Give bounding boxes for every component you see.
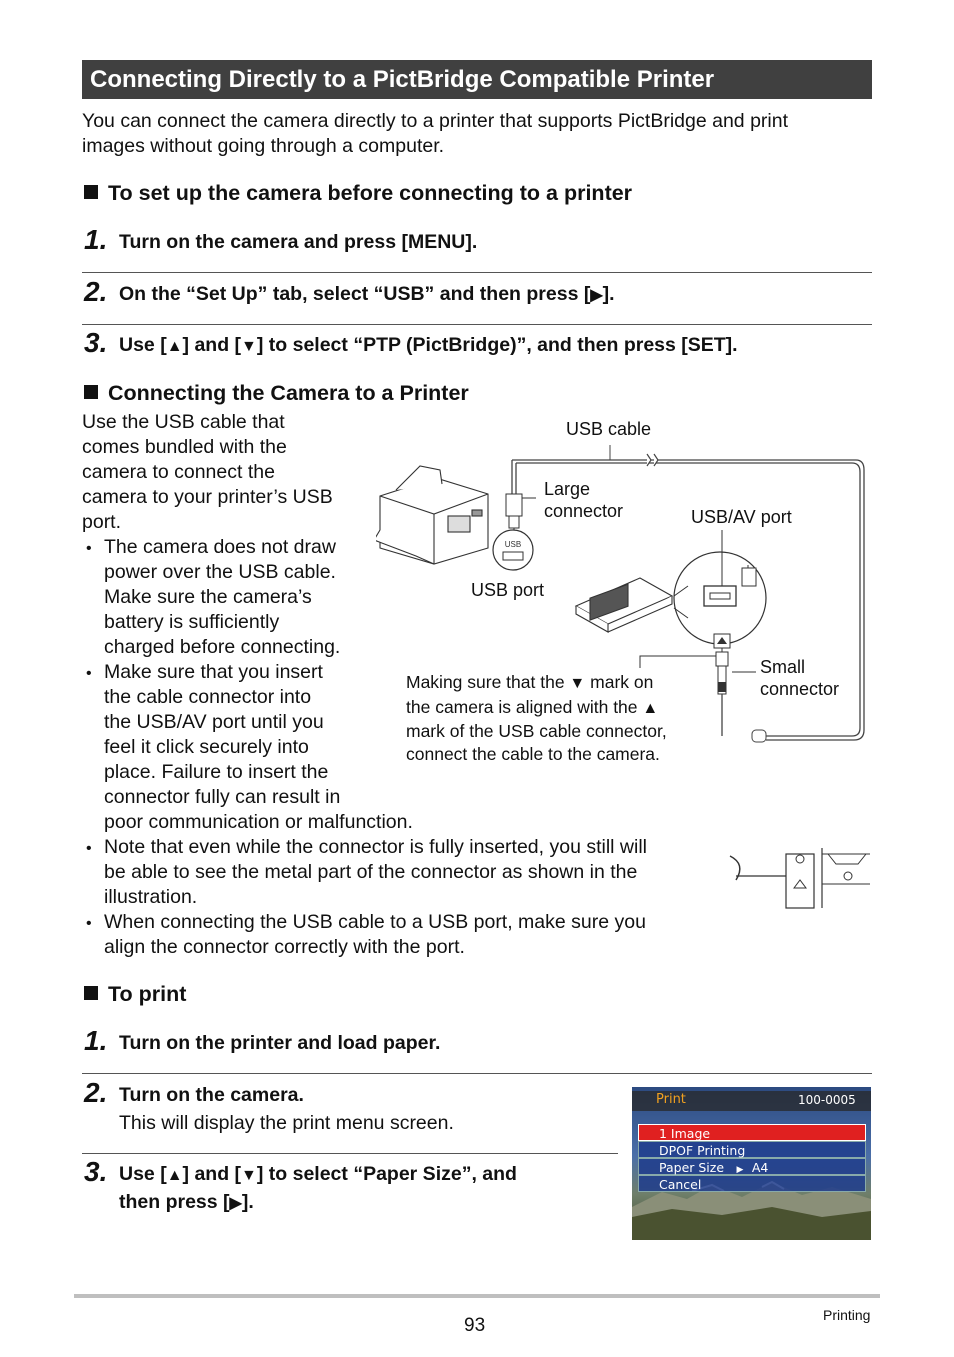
usb-badge-label: USB <box>504 540 522 549</box>
text-line: battery is sufficiently <box>104 611 280 633</box>
text-line: the USB/AV port until you <box>104 711 324 733</box>
step-number: 2. <box>84 276 108 307</box>
text-line: Make sure that you insert <box>104 661 323 683</box>
diagram-caption <box>406 671 667 765</box>
page-number: 93 <box>464 1315 486 1336</box>
footer-rule <box>74 1294 880 1298</box>
menu-item-label: DPOF Printing <box>659 1143 746 1158</box>
step-text <box>119 332 738 360</box>
step-text-part: ] to select “PTP (PictBridge)”, and then press [SET]. <box>256 334 738 356</box>
step-text-part: On the “Set Up” tab, select “USB” and then press [ <box>119 283 591 305</box>
menu-item-label: 1 Image <box>659 1126 711 1141</box>
text-line: camera to your printer’s USB <box>82 486 333 508</box>
bullet-item <box>104 660 413 835</box>
step-text-part: then press [ <box>119 1191 230 1213</box>
text-line: connector <box>760 679 840 699</box>
footer-section: Printing <box>823 1307 871 1323</box>
text-line: align the connector correctly with the port. <box>104 936 465 958</box>
divider <box>82 1073 872 1074</box>
step-number: 3. <box>84 1156 108 1187</box>
menu-item-paper-size[interactable] <box>638 1158 866 1175</box>
connect-paragraph <box>82 410 333 535</box>
down-arrow-icon: ▼ <box>241 338 257 355</box>
square-bullet-icon <box>84 385 98 399</box>
text-line: The camera does not draw <box>104 536 336 558</box>
bullet-item <box>104 910 646 960</box>
text-line: Make sure the camera’s <box>104 586 312 608</box>
right-arrow-icon: ▶ <box>736 1164 744 1174</box>
step-number: 2. <box>84 1077 108 1108</box>
step-text: Turn on the camera and press [MENU]. <box>119 231 478 253</box>
step-text-part: Use [ <box>119 334 167 356</box>
label-usb-cable: USB cable <box>566 419 652 439</box>
text-line: feel it click securely into <box>104 736 309 758</box>
caption-part: the camera is aligned with the <box>406 696 643 717</box>
bullet-item <box>104 835 647 910</box>
up-arrow-icon: ▲ <box>166 1167 183 1184</box>
text-line <box>406 671 667 696</box>
intro-line: images without going through a computer. <box>82 135 445 157</box>
text-line: Large <box>544 479 591 499</box>
square-bullet-icon <box>84 185 98 199</box>
label-large-connector <box>544 478 623 522</box>
text-line <box>406 696 667 721</box>
divider <box>82 272 872 273</box>
text-line: be able to see the metal part of the connector as shown in the <box>104 861 638 883</box>
menu-item-label: Cancel <box>659 1177 702 1192</box>
camera-icon <box>576 578 672 632</box>
down-arrow-icon: ▼ <box>569 675 586 692</box>
text-line: power over the USB cable. <box>104 561 336 583</box>
right-arrow-icon: ▶ <box>590 287 603 304</box>
bullet-dot: • <box>86 915 92 932</box>
label-small-connector <box>760 656 839 700</box>
step-text-part: ]. <box>602 283 615 305</box>
page-title: Connecting Directly to a PictBridge Compatible Printer <box>82 60 872 99</box>
label-usb-port: USB port <box>471 580 545 600</box>
down-arrow-icon: ▼ <box>241 1167 257 1184</box>
step-text-part: ]. <box>241 1191 254 1213</box>
paper-size-value: A4 <box>751 1160 769 1175</box>
step-text-part: ] to select “Paper Size”, and <box>256 1163 517 1185</box>
text-line <box>119 1189 517 1217</box>
print-heading-text: To print <box>108 982 187 1006</box>
text-line: Note that even while the connector is fully inserted, you still will <box>104 836 648 858</box>
divider <box>82 324 872 325</box>
bullet-dot: • <box>86 665 92 682</box>
label-usb-av-port: USB/AV port <box>691 507 792 527</box>
bullet-dot: • <box>86 540 92 557</box>
text-line: connector <box>544 501 624 521</box>
connect-heading-text: Connecting the Camera to a Printer <box>108 381 469 405</box>
text-line: Use the USB cable that <box>82 411 285 433</box>
text-line: Small <box>760 657 806 677</box>
text-line: place. Failure to insert the <box>104 761 329 783</box>
menu-item-1-image[interactable] <box>638 1124 866 1141</box>
setup-heading-text: To set up the camera before connecting to a printer <box>108 181 633 205</box>
text-line: comes bundled with the <box>82 436 287 458</box>
intro-line: You can connect the camera directly to a printer that supports PictBridge and print <box>82 110 789 132</box>
step-text-part: ] and [ <box>182 1163 242 1185</box>
printer-icon <box>376 466 488 564</box>
step-number: 3. <box>84 327 108 358</box>
step-number: 1. <box>84 1025 108 1056</box>
caption-part: Making sure that the <box>406 672 570 692</box>
menu-item-label: Paper Size <box>659 1160 725 1175</box>
up-arrow-icon: ▲ <box>642 699 659 717</box>
step-subtext: This will display the print menu screen. <box>119 1112 454 1134</box>
text-line: camera to connect the <box>82 461 275 483</box>
step-text-part: ] and [ <box>182 334 242 356</box>
step-text <box>119 1161 517 1217</box>
text-line: charged before connecting. <box>104 636 341 658</box>
step-number: 1. <box>84 224 108 255</box>
step-text <box>119 281 615 309</box>
step-text-part: Use [ <box>119 1163 167 1185</box>
file-number: 100-0005 <box>798 1093 856 1107</box>
text-line: poor communication or malfunction. <box>104 811 413 833</box>
step-text: Turn on the camera. <box>119 1084 304 1106</box>
caption-part: mark on <box>585 672 654 692</box>
right-arrow-icon: ▶ <box>229 1195 242 1212</box>
divider <box>82 1153 618 1154</box>
text-line: When connecting the USB cable to a USB port, make sure you <box>104 911 646 933</box>
bullet-item <box>104 535 340 660</box>
square-bullet-icon <box>84 986 98 1000</box>
print-menu-screen <box>632 1087 871 1240</box>
step-text: Turn on the printer and load paper. <box>119 1032 441 1054</box>
setup-heading <box>84 180 632 206</box>
menu-item-cancel[interactable] <box>638 1175 866 1192</box>
menu-item-dpof[interactable] <box>638 1141 866 1158</box>
intro-paragraph <box>82 109 788 159</box>
up-arrow-icon: ▲ <box>166 338 183 355</box>
connect-heading <box>84 380 469 406</box>
text-line: mark of the USB cable connector, <box>406 721 667 741</box>
text-line: connector fully can result in <box>104 786 341 808</box>
text-line: illustration. <box>104 886 198 908</box>
connector-closeup-illustration <box>728 846 872 910</box>
text-line: the cable connector into <box>104 686 312 708</box>
text-line: connect the cable to the camera. <box>406 743 660 764</box>
text-line: port. <box>82 511 122 533</box>
print-heading <box>84 981 186 1007</box>
text-line <box>119 1161 517 1189</box>
bullet-dot: • <box>86 840 92 857</box>
screen-title: Print <box>656 1092 686 1107</box>
